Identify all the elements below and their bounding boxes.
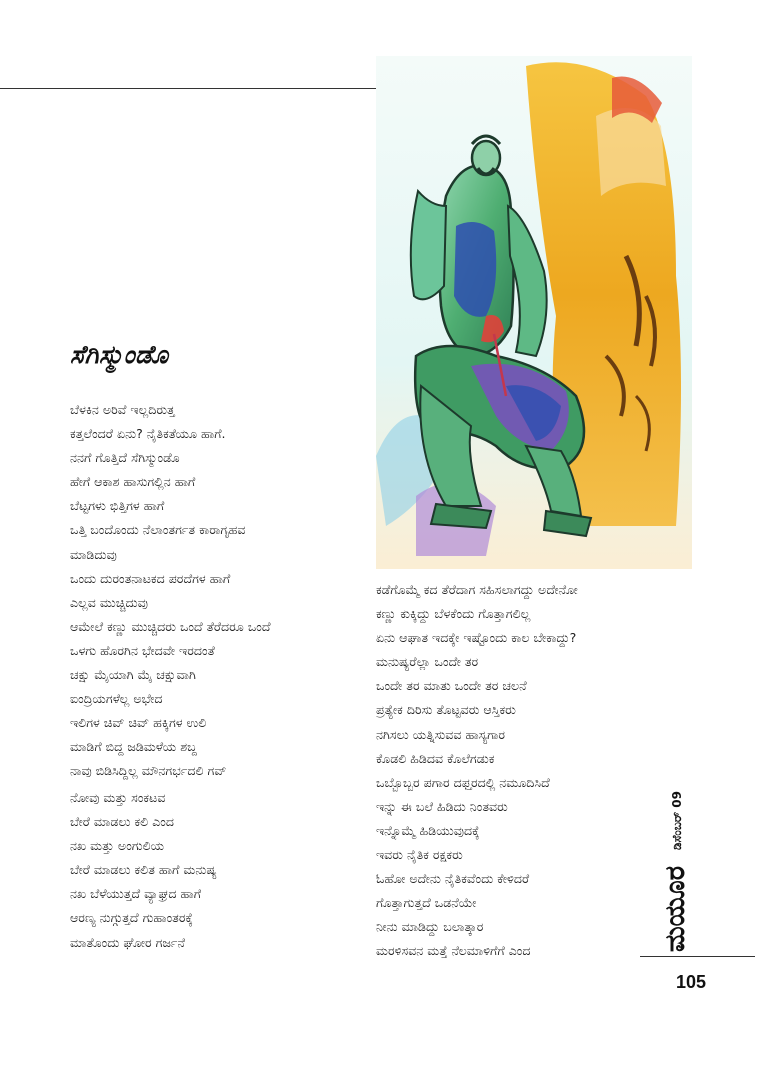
poem-line: ಬೆಟ್ಟಗಳು ಭಿತ್ತಿಗಳ ಹಾಗೆ <box>70 498 165 514</box>
poem-line: ಒಂದು ದುರಂತನಾಟಕದ ಪರದೆಗಳ ಹಾಗೆ <box>70 570 231 586</box>
poem-line: ನಖ ಮತ್ತು ಅಂಗುಲಿಯ <box>70 838 165 854</box>
poem-line: ಮನುಷ್ಯರೆಲ್ಲಾ ಒಂದೇ ತರ <box>376 654 479 670</box>
magazine-name <box>652 865 700 953</box>
poem-line: ನೋವು ಮತ್ತು ಸಂಕಟವ <box>70 790 166 805</box>
poem-line: ಆರಣ್ಯ ನುಗ್ಗುತ್ತದೆ ಗುಹಾಂತರಕ್ಕೆ <box>70 910 193 926</box>
poem-line: ಚಕ್ಷು ಮೈಯಾಗಿ ಮೈ ಚಕ್ಷುವಾಗಿ <box>70 667 196 683</box>
poem-line: ಇನ್ನೊಮ್ಮೆ ಹಿಡಿಯುವುದಕ್ಕೆ <box>376 822 480 838</box>
page-number: 105 <box>676 972 707 992</box>
illustration <box>376 56 692 569</box>
stanza-two <box>70 786 217 955</box>
poem-line: ಮಾತೊಂದು ಘೋರ ಗರ್ಜನೆ <box>70 934 185 950</box>
poem-line: ಇಲಿಗಳ ಚಿವ್ ಚಿವ್ ಹಕ್ಕಿಗಳ ಉಲಿ <box>70 715 207 731</box>
stanza-one <box>70 398 271 784</box>
issue-date <box>662 770 692 870</box>
magazine-name-text: ಮಯೂರ <box>660 865 692 953</box>
poem-line: ಒಂದೇ ತರ ಮಾತು ಒಂದೇ ತರ ಚಲನೆ <box>376 678 527 694</box>
poem-line: ಬೇರೆ ಮಾಡಲು ಕಲಿತ ಹಾಗೆ ಮನುಷ್ಯ <box>70 862 217 878</box>
issue-date-text: ಡಿಸೆಂಬರ್ 09 <box>669 790 684 850</box>
poem-line: ಆಮೇಲೆ ಕಣ್ಣು ಮುಚ್ಚಿದರು ಒಂದೆ ತೆರೆದರೂ ಒಂದೆ <box>70 618 271 634</box>
poem-line: ಬೆಳಕಿನ ಅರಿವೆ ಇಲ್ಲದಿರುತ್ತ <box>70 402 175 417</box>
stanza-three <box>376 578 578 964</box>
poem-line: ನಗಿಸಲು ಯತ್ನಿಸುವವ ಹಾಸ್ಯಗಾರ <box>376 726 505 742</box>
poem-line: ಕತ್ತಲೆಂದರೆ ಏನು? ನೈತಿಕತೆಯೂ ಹಾಗೆ. <box>70 426 226 442</box>
poem-line: ನಾವು ಬಿಡಿಸಿದ್ದಿಲ್ಲ ಮೌನಗರ್ಭದಲಿ ಗವ್ <box>70 763 227 779</box>
poem-line: ಬೇರೆ ಮಾಡಲು ಕಲಿ ಎಂದ <box>70 814 175 830</box>
bottom-rule <box>640 956 755 957</box>
poem-line: ಹೇಗೆ ಆಕಾಶ ಹಾಸುಗಲ್ಲಿನ ಹಾಗೆ <box>70 474 196 490</box>
poem-line: ನಖ ಬೆಳೆಯುತ್ತದೆ ವ್ಯಾಘ್ರದ ಹಾಗೆ <box>70 886 202 902</box>
poem-line: ಕಡೆಗೊಮ್ಮೆ ಕದ ತೆರೆದಾಗ ಸಹಿಸಲಾಗದ್ದು ಅದೇನೋ <box>376 582 578 597</box>
poem-line: ಗೊತ್ತಾಗುತ್ತದೆ ಒಡನೆಯೇ <box>376 895 477 911</box>
poem-line: ಮಾಡಿಗೆ ಬಿದ್ದ ಜಡಿಮಳೆಯ ಶಬ್ದ <box>70 739 197 755</box>
poem-title: ಸೆಗಿಸ್ಮುಂಡೊ <box>70 340 169 369</box>
poem-line: ಕಣ್ಣು ಕುಕ್ಕಿದ್ದು ಬೆಳಕೆಂದು ಗೊತ್ತಾಗಲಿಲ್ಲ <box>376 606 531 622</box>
poem-line: ಒಳಗು ಹೊರಗಿನ ಭೇದವೇ ಇರದಂತೆ <box>70 642 215 658</box>
poem-line: ಕೊಡಲಿ ಹಿಡಿದವ ಕೊಲೆಗಡುಕ <box>376 750 495 766</box>
poem-line: ಮಾಡಿದುವು <box>70 546 117 562</box>
poem-line: ಒಬ್ಬೊಬ್ಬರ ಪಗಾರ ದಫ್ತರದಲ್ಲಿ ನಮೂದಿಸಿದೆ <box>376 774 550 790</box>
poem-line: ಏನು ಆಘಾತ ಇದಕ್ಕೇ ಇಷ್ಟೊಂದು ಕಾಲ ಬೇಕಾದ್ದು? <box>376 630 577 646</box>
poem-line: ಐಂದ್ರಿಯಗಳೆಲ್ಲ ಅಭೇದ <box>70 691 163 707</box>
poem-line: ಮರಳಿಸವನ ಮತ್ತೆ ನೆಲಮಾಳಿಗೆಗೆ ಎಂದ <box>376 943 531 959</box>
poem-line: ಇನ್ನು ಈ ಬಲೆ ಹಿಡಿದು ನಿಂತವರು <box>376 798 508 814</box>
poem-line: ಓಹೋ ಅದೇನು ನೈತಿಕವೆಂದು ಕೇಳಿದರೆ <box>376 871 530 887</box>
poem-line: ಎಲ್ಲವ ಮುಚ್ಚಿದುವು <box>70 594 148 610</box>
poem-line: ನನಗೆ ಗೊತ್ತಿದೆ ಸೆಗಿಸ್ಮುಂಡೊ <box>70 450 180 466</box>
poem-line: ಒತ್ತಿ ಬಂದೊಂದು ನೆಲಾಂತರ್ಗತ ಕಾರಾಗೃಹವ <box>70 522 246 538</box>
poem-line: ನೀನು ಮಾಡಿದ್ದು ಬಲಾತ್ಕಾರ <box>376 919 484 935</box>
poem-line: ಪ್ರತ್ಯೇಕ ದಿರಿಸು ತೊಟ್ಟವರು ಆಸ್ತಿಕರು <box>376 702 516 718</box>
poem-line: ಇವರು ನೈತಿಕ ರಕ್ಷಕರು <box>376 847 463 863</box>
